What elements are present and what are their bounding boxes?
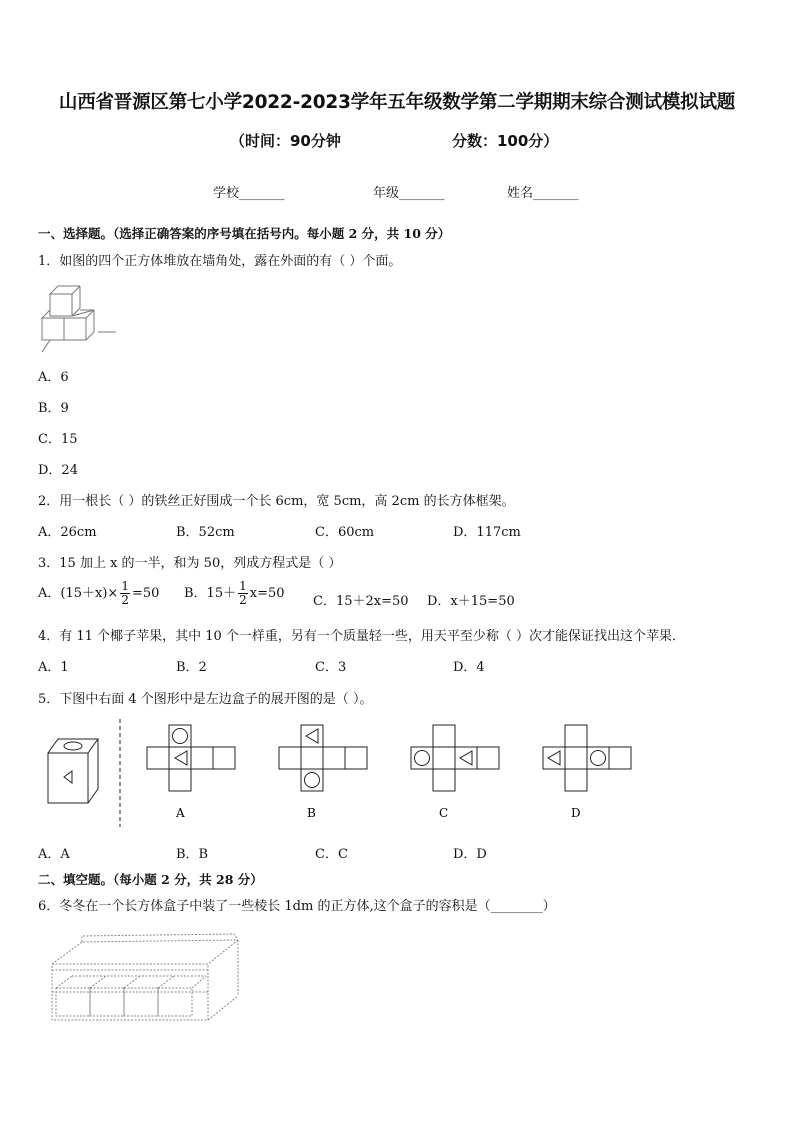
question-3-stem: 3．15 加上 x 的一半，和为 50，列成方程式是（ ）: [38, 556, 342, 571]
exam-score: 分数：100分）: [452, 132, 559, 150]
q2-option-c[interactable]: C．60cm: [315, 525, 375, 540]
exam-time: （时间：90分钟: [230, 132, 341, 150]
q3-option-b-pre: B．15＋: [184, 586, 237, 601]
q4-option-a[interactable]: A．1: [38, 660, 69, 675]
q4-option-c[interactable]: C．3: [315, 660, 347, 675]
q2-option-d[interactable]: D．117cm: [453, 525, 521, 540]
net-label-b: B: [307, 806, 316, 820]
q5-option-b[interactable]: B．B: [176, 847, 209, 862]
fraction-half: [120, 580, 130, 607]
net-c: [411, 725, 499, 791]
section-1-heading: 一、选择题。（选择正确答案的序号填在括号内。每小题 2 分，共 10 分）: [38, 226, 451, 241]
q3-option-a-post: =50: [131, 586, 160, 601]
fraction-denominator: 2: [239, 593, 247, 607]
net-d: [543, 725, 631, 791]
net-b: [279, 725, 367, 791]
net-label-a: A: [176, 806, 185, 820]
page-title: 山西省晋源区第七小学2022-2023学年五年级数学第二学期期末综合测试模拟试题: [58, 92, 736, 113]
cube-stack-figure: [34, 282, 124, 354]
question-1-stem: 1．如图的四个正方体堆放在墙角处，露在外面的有（ ）个面。: [38, 254, 402, 269]
q3-option-a[interactable]: [38, 580, 159, 607]
q3-option-c[interactable]: C．15＋2x=50: [313, 594, 409, 609]
q3-option-b[interactable]: [184, 580, 285, 607]
school-field[interactable]: 学校_______: [213, 186, 285, 201]
q2-option-b[interactable]: B．52cm: [176, 525, 235, 540]
question-5-stem: 5．下图中右面 4 个图形中是左边盒子的展开图的是（ ）。: [38, 692, 373, 707]
question-6-stem: 6．冬冬在一个长方体盒子中装了一些棱长 1dm 的正方体,这个盒子的容积是（________）: [38, 899, 556, 914]
q1-option-d[interactable]: D．24: [38, 463, 78, 478]
fraction-numerator: 1: [121, 579, 129, 593]
open-box-figure: [48, 930, 248, 1025]
name-field[interactable]: 姓名_______: [507, 186, 579, 201]
q3-option-a-pre: A．(15＋x)×: [38, 586, 119, 601]
q1-option-c[interactable]: C．15: [38, 432, 78, 447]
grade-field[interactable]: 年级_______: [373, 186, 445, 201]
q4-option-d[interactable]: D．4: [453, 660, 485, 675]
fraction-denominator: 2: [121, 593, 129, 607]
net-a: [147, 725, 235, 791]
box-3d-figure: [48, 739, 98, 803]
q5-option-d[interactable]: D．D: [453, 847, 487, 862]
q1-option-a[interactable]: A．6: [38, 370, 69, 385]
q5-option-a[interactable]: A．A: [38, 847, 70, 862]
fraction-numerator: 1: [239, 579, 247, 593]
question-4-stem: 4．有 11 个椰子苹果，其中 10 个一样重，另有一个质量轻一些，用天平至少称（ ）次才能保证找出这个苹果．: [38, 629, 686, 644]
q3-option-d[interactable]: D．x＋15=50: [427, 594, 515, 609]
net-label-c: C: [439, 806, 449, 820]
question-2-stem: 2．用一根长（ ）的铁丝正好围成一个长 6cm，宽 5cm，高 2cm 的长方体框架。: [38, 494, 515, 509]
q4-option-b[interactable]: B．2: [176, 660, 207, 675]
fraction-half: [238, 580, 248, 607]
net-label-d: D: [571, 806, 581, 820]
q5-option-c[interactable]: C．C: [315, 847, 348, 862]
cube-nets-figure: [0, 715, 794, 835]
q3-option-b-post: x=50: [249, 586, 285, 601]
q2-option-a[interactable]: A．26cm: [38, 525, 97, 540]
q1-option-b[interactable]: B．9: [38, 401, 69, 416]
section-2-heading: 二、填空题。（每小题 2 分，共 28 分）: [38, 872, 263, 887]
